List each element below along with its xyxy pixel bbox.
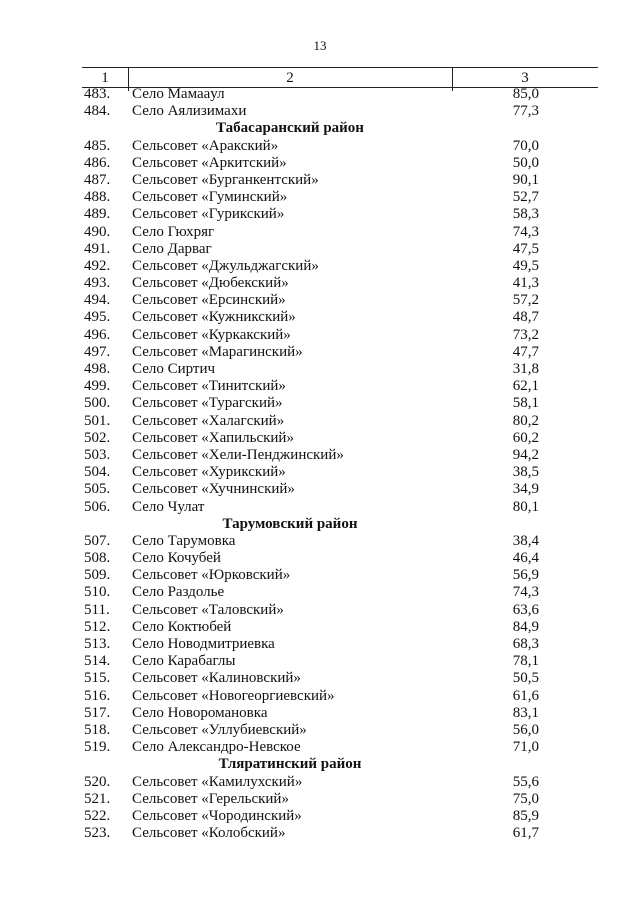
value-cell: 55,6 bbox=[512, 773, 539, 790]
table-row bbox=[0, 275, 640, 292]
table-row bbox=[0, 808, 640, 825]
settlement-name: Село Дарваг bbox=[132, 240, 212, 257]
row-number: 492. bbox=[84, 257, 111, 274]
table-row bbox=[0, 705, 640, 722]
row-number: 488. bbox=[84, 189, 111, 206]
page-number: 13 bbox=[313, 38, 327, 53]
value-cell: 58,3 bbox=[512, 206, 539, 223]
row-number: 509. bbox=[84, 567, 111, 584]
table-row bbox=[0, 533, 640, 550]
row-number: 517. bbox=[84, 704, 111, 721]
table-row bbox=[0, 206, 640, 223]
row-number: 502. bbox=[84, 429, 111, 446]
value-cell: 60,2 bbox=[512, 429, 539, 446]
row-number: 489. bbox=[84, 206, 111, 223]
value-cell: 77,3 bbox=[512, 103, 539, 120]
value-cell: 58,1 bbox=[512, 395, 539, 412]
table-row bbox=[0, 86, 640, 103]
table-row bbox=[0, 258, 640, 275]
value-cell: 56,9 bbox=[512, 567, 539, 584]
table-row bbox=[0, 774, 640, 791]
header-col-1: 1 bbox=[101, 70, 109, 86]
table-row bbox=[0, 155, 640, 172]
row-number: 486. bbox=[84, 154, 111, 171]
value-cell: 63,6 bbox=[512, 601, 539, 618]
row-number: 522. bbox=[84, 807, 111, 824]
value-cell: 34,9 bbox=[512, 481, 539, 498]
value-cell: 57,2 bbox=[512, 292, 539, 309]
row-number: 498. bbox=[84, 361, 111, 377]
table-row bbox=[0, 636, 640, 653]
settlement-name: Сельсовет «Аракский» bbox=[132, 137, 279, 154]
value-cell: 38,5 bbox=[512, 464, 539, 481]
table-row bbox=[0, 670, 640, 687]
table-row bbox=[0, 602, 640, 619]
value-cell: 62,1 bbox=[512, 378, 539, 395]
row-number: 493. bbox=[84, 275, 111, 292]
row-number: 514. bbox=[84, 653, 111, 670]
settlement-name: Сельсовет «Аркитский» bbox=[132, 154, 287, 171]
table-row bbox=[0, 481, 640, 498]
value-cell: 84,9 bbox=[512, 618, 539, 635]
district-title: Тляратинский район bbox=[218, 756, 362, 773]
settlement-name: Село Тарумовка bbox=[132, 532, 236, 549]
section-heading-row bbox=[0, 120, 640, 137]
table-row bbox=[0, 327, 640, 344]
settlement-name: Сельсовет «Новогеоргиевский» bbox=[132, 687, 335, 704]
value-cell: 61,6 bbox=[512, 687, 539, 704]
table-row bbox=[0, 138, 640, 155]
section-heading-row bbox=[0, 756, 640, 773]
table-row bbox=[0, 550, 640, 567]
settlement-name: Село Чулат bbox=[132, 498, 205, 515]
row-number: 491. bbox=[84, 240, 111, 257]
row-number: 503. bbox=[84, 446, 111, 463]
settlement-name: Село Раздолье bbox=[132, 584, 225, 601]
row-number: 484. bbox=[84, 103, 111, 120]
settlement-name: Сельсовет «Бурганкентский» bbox=[132, 171, 319, 188]
settlement-name: Сельсовет «Хурикский» bbox=[132, 464, 286, 481]
table-header bbox=[82, 67, 598, 87]
value-cell: 83,1 bbox=[512, 704, 539, 721]
row-number: 511. bbox=[84, 601, 110, 618]
value-cell: 49,5 bbox=[512, 257, 539, 274]
value-cell: 80,2 bbox=[512, 412, 539, 429]
value-cell: 52,7 bbox=[512, 189, 539, 206]
value-cell: 73,2 bbox=[512, 326, 539, 343]
table-row bbox=[0, 619, 640, 636]
settlement-name: Сельсовет «Куркакский» bbox=[132, 326, 291, 343]
table-row bbox=[0, 103, 640, 120]
row-number: 516. bbox=[84, 687, 111, 704]
row-number: 505. bbox=[84, 481, 111, 498]
settlement-name: Сельсовет «Кужникский» bbox=[132, 309, 296, 326]
header-col-2: 2 bbox=[286, 70, 294, 86]
settlement-name: Сельсовет «Камилухский» bbox=[132, 773, 303, 790]
table-row bbox=[0, 241, 640, 258]
value-cell: 75,0 bbox=[512, 790, 539, 807]
row-number: 520. bbox=[84, 773, 111, 790]
settlement-name: Село Карабаглы bbox=[132, 653, 236, 670]
settlement-name: Сельсовет «Марагинский» bbox=[132, 343, 303, 360]
table-row bbox=[0, 413, 640, 430]
district-title: Тарумовский район bbox=[222, 515, 358, 532]
row-number: 499. bbox=[84, 378, 111, 395]
value-cell: 68,3 bbox=[512, 636, 539, 652]
row-number: 515. bbox=[84, 670, 111, 687]
settlement-name: Сельсовет «Халагский» bbox=[132, 412, 285, 429]
header-col-3: 3 bbox=[521, 70, 529, 86]
value-cell: 85,0 bbox=[512, 86, 539, 102]
value-cell: 50,5 bbox=[512, 670, 539, 687]
value-cell: 47,5 bbox=[512, 240, 539, 257]
row-number: 494. bbox=[84, 292, 111, 309]
settlement-name: Село Коктюбей bbox=[132, 618, 232, 635]
settlement-name: Сельсовет «Тинитский» bbox=[132, 378, 286, 395]
table-row bbox=[0, 309, 640, 326]
row-number: 500. bbox=[84, 395, 111, 412]
row-number: 519. bbox=[84, 739, 111, 756]
value-cell: 70,0 bbox=[512, 137, 539, 154]
table-row bbox=[0, 739, 640, 756]
table-row bbox=[0, 344, 640, 361]
settlement-name: Сельсовет «Джульджагский» bbox=[132, 257, 319, 274]
value-cell: 48,7 bbox=[512, 309, 539, 326]
row-number: 501. bbox=[84, 412, 111, 429]
row-number: 495. bbox=[84, 309, 111, 326]
value-cell: 74,3 bbox=[512, 223, 539, 240]
value-cell: 56,0 bbox=[512, 721, 539, 738]
settlement-name: Сельсовет «Калиновский» bbox=[132, 670, 301, 687]
row-number: 504. bbox=[84, 464, 111, 481]
table-row bbox=[0, 292, 640, 309]
row-number: 510. bbox=[84, 584, 111, 601]
value-cell: 74,3 bbox=[512, 584, 539, 601]
table-row bbox=[0, 567, 640, 584]
value-cell: 80,1 bbox=[512, 498, 539, 515]
settlement-name: Сельсовет «Хучнинский» bbox=[132, 481, 295, 498]
table-row bbox=[0, 224, 640, 241]
settlement-name: Сельсовет «Уллубиевский» bbox=[132, 721, 307, 738]
settlement-name: Сельсовет «Герельский» bbox=[132, 790, 289, 807]
row-number: 506. bbox=[84, 498, 111, 515]
settlement-name: Село Новоромановка bbox=[132, 704, 268, 721]
settlement-name: Сельсовет «Чородинский» bbox=[132, 807, 302, 824]
table-row bbox=[0, 361, 640, 378]
settlement-name: Сельсовет «Дюбекский» bbox=[132, 275, 289, 292]
table-row bbox=[0, 447, 640, 464]
row-number: 523. bbox=[84, 825, 111, 842]
row-number: 485. bbox=[84, 137, 111, 154]
settlement-name: Село Мамаaул bbox=[132, 86, 225, 102]
table-row bbox=[0, 688, 640, 705]
table-row bbox=[0, 378, 640, 395]
value-cell: 38,4 bbox=[512, 532, 539, 549]
value-cell: 31,8 bbox=[512, 361, 539, 377]
value-cell: 71,0 bbox=[512, 739, 539, 756]
settlement-name: Сельсовет «Хапильский» bbox=[132, 429, 294, 446]
row-number: 508. bbox=[84, 550, 111, 567]
value-cell: 46,4 bbox=[512, 550, 539, 567]
settlement-name: Село Кочубей bbox=[132, 550, 221, 567]
row-number: 483. bbox=[84, 86, 111, 102]
section-heading-row bbox=[0, 516, 640, 533]
row-number: 518. bbox=[84, 721, 111, 738]
table-row bbox=[0, 172, 640, 189]
settlement-name: Сельсовет «Колобский» bbox=[132, 825, 286, 842]
settlement-name: Село Гюхряг bbox=[132, 223, 215, 240]
settlement-name: Сельсовет «Таловский» bbox=[132, 601, 284, 618]
settlement-name: Сельсовет «Хели-Пенджинский» bbox=[132, 446, 344, 463]
header-top-rule bbox=[82, 67, 598, 68]
settlement-name: Сельсовет «Юрковский» bbox=[132, 567, 291, 584]
value-cell: 41,3 bbox=[512, 275, 539, 292]
value-cell: 90,1 bbox=[512, 171, 539, 188]
table-row bbox=[0, 791, 640, 808]
settlement-name: Село Аялизимахи bbox=[132, 103, 247, 120]
table-row bbox=[0, 499, 640, 516]
value-cell: 94,2 bbox=[512, 446, 539, 463]
settlement-name: Село Сиртич bbox=[132, 361, 216, 377]
value-cell: 78,1 bbox=[512, 653, 539, 670]
district-title: Табасаранский район bbox=[216, 120, 364, 137]
row-number: 507. bbox=[84, 532, 111, 549]
settlement-name: Сельсовет «Турагский» bbox=[132, 395, 283, 412]
table-row bbox=[0, 189, 640, 206]
table-row bbox=[0, 584, 640, 601]
value-cell: 85,9 bbox=[512, 807, 539, 824]
settlement-name: Сельсовет «Гурикский» bbox=[132, 206, 285, 223]
settlement-name: Село Новодмитриевка bbox=[132, 636, 275, 652]
table-row bbox=[0, 464, 640, 481]
settlement-name: Сельсовет «Гуминский» bbox=[132, 189, 288, 206]
table-row bbox=[0, 825, 640, 842]
table-row bbox=[0, 395, 640, 412]
row-number: 490. bbox=[84, 223, 111, 240]
row-number: 496. bbox=[84, 326, 111, 343]
row-number: 512. bbox=[84, 618, 111, 635]
row-number: 521. bbox=[84, 790, 111, 807]
table-body bbox=[0, 86, 640, 842]
value-cell: 50,0 bbox=[512, 154, 539, 171]
table-row bbox=[0, 653, 640, 670]
value-cell: 61,7 bbox=[512, 825, 539, 842]
settlement-name: Сельсовет «Ерсинский» bbox=[132, 292, 286, 309]
table-row bbox=[0, 430, 640, 447]
table-row bbox=[0, 722, 640, 739]
row-number: 497. bbox=[84, 343, 111, 360]
row-number: 487. bbox=[84, 171, 111, 188]
value-cell: 47,7 bbox=[512, 343, 539, 360]
row-number: 513. bbox=[84, 636, 111, 652]
settlement-name: Село Александро-Невское bbox=[132, 739, 301, 756]
